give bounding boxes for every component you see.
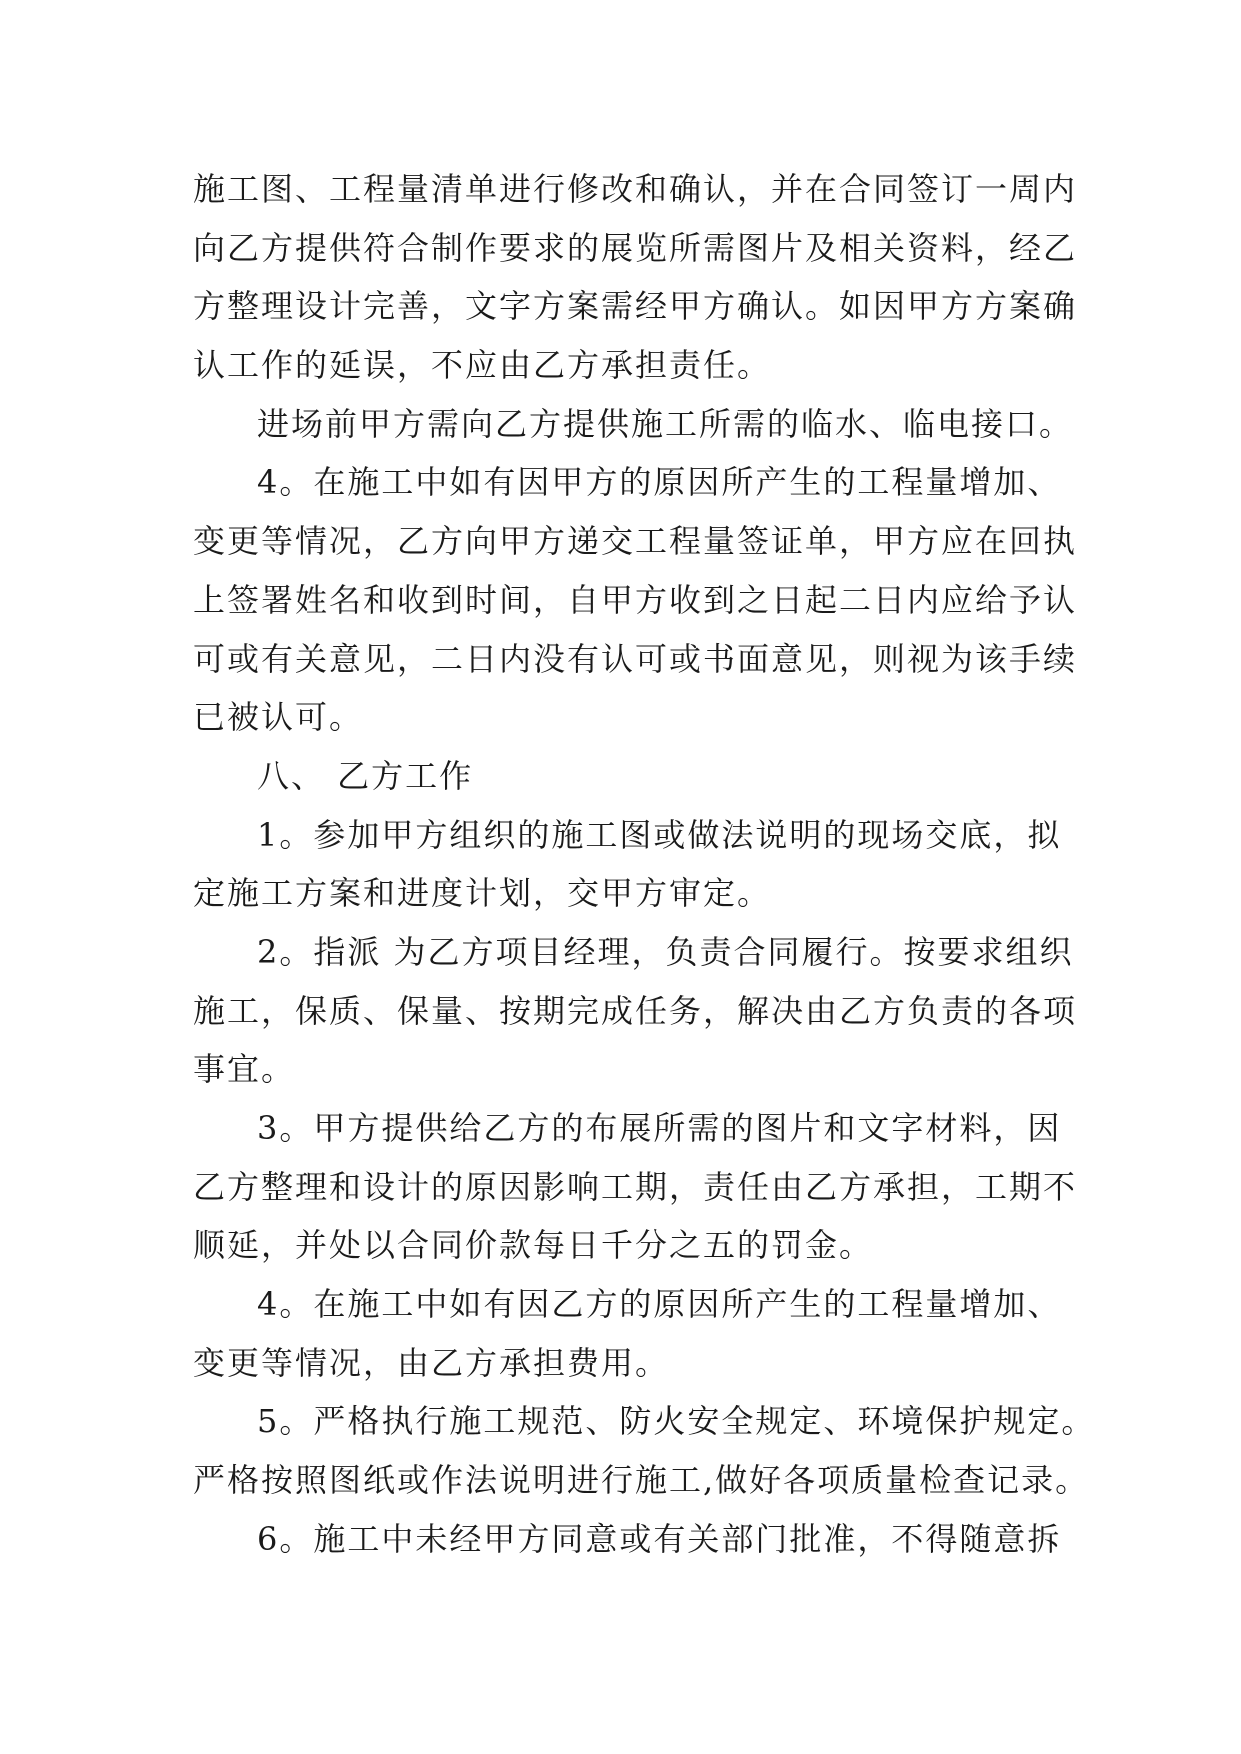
text-line: 施工图、工程量清单进行修改和确认，并在合同签订一周内 xyxy=(193,170,1078,208)
clause-item: 4。在施工中如有因乙方的原因所产生的工程量增加、 xyxy=(257,1285,1062,1324)
text-line: 严格按照图纸或作法说明进行施工,做好各项质量检查记录。 xyxy=(193,1461,1090,1500)
text-line: 施工，保质、保量、按期完成任务，解决由乙方负责的各项 xyxy=(193,991,1078,1030)
text-line: 变更等情况，由乙方承担费用。 xyxy=(193,1343,670,1382)
text-line: 向乙方提供符合制作要求的展览所需图片及相关资料，经乙 xyxy=(193,228,1078,267)
contract-text-body xyxy=(193,160,1096,1569)
clause-item: 6。施工中未经甲方同意或有关部门批准，不得随意拆 xyxy=(257,1519,1062,1558)
text-line: 上签署姓名和收到时间，自甲方收到之日起二日内应给予认 xyxy=(193,580,1078,619)
clause-item: 2。指派 为乙方项目经理，负责合同履行。按要求组织 xyxy=(257,932,1074,971)
clause-item: 1。参加甲方组织的施工图或做法说明的现场交底，拟 xyxy=(257,815,1062,854)
text-line: 顺延，并处以合同价款每日千分之五的罚金。 xyxy=(193,1226,874,1265)
text-line: 认工作的延误，不应由乙方承担责任。 xyxy=(193,346,772,385)
clause-item: 5。严格执行施工规范、防火安全规定、环境保护规定。 xyxy=(257,1402,1096,1441)
section-heading: 八、 乙方工作 xyxy=(257,756,474,795)
text-line: 已被认可。 xyxy=(193,698,364,737)
text-line: 变更等情况，乙方向甲方递交工程量签证单，甲方应在回执 xyxy=(193,522,1078,561)
text-line: 进场前甲方需向乙方提供施工所需的临水、临电接口。 xyxy=(257,404,1074,443)
clause-item: 4。在施工中如有因甲方的原因所产生的工程量增加、 xyxy=(257,463,1062,502)
text-line: 方整理设计完善，文字方案需经甲方确认。如因甲方方案确 xyxy=(193,287,1078,326)
text-line: 事宜。 xyxy=(193,1050,296,1089)
clause-item: 3。甲方提供给乙方的布展所需的图片和文字材料，因 xyxy=(257,1109,1062,1147)
text-line: 乙方整理和设计的原因影响工期，责任由乙方承担，工期不 xyxy=(193,1167,1078,1206)
text-line: 定施工方案和进度计划，交甲方审定。 xyxy=(193,874,772,913)
text-line: 可或有关意见，二日内没有认可或书面意见，则视为该手续 xyxy=(193,639,1078,678)
